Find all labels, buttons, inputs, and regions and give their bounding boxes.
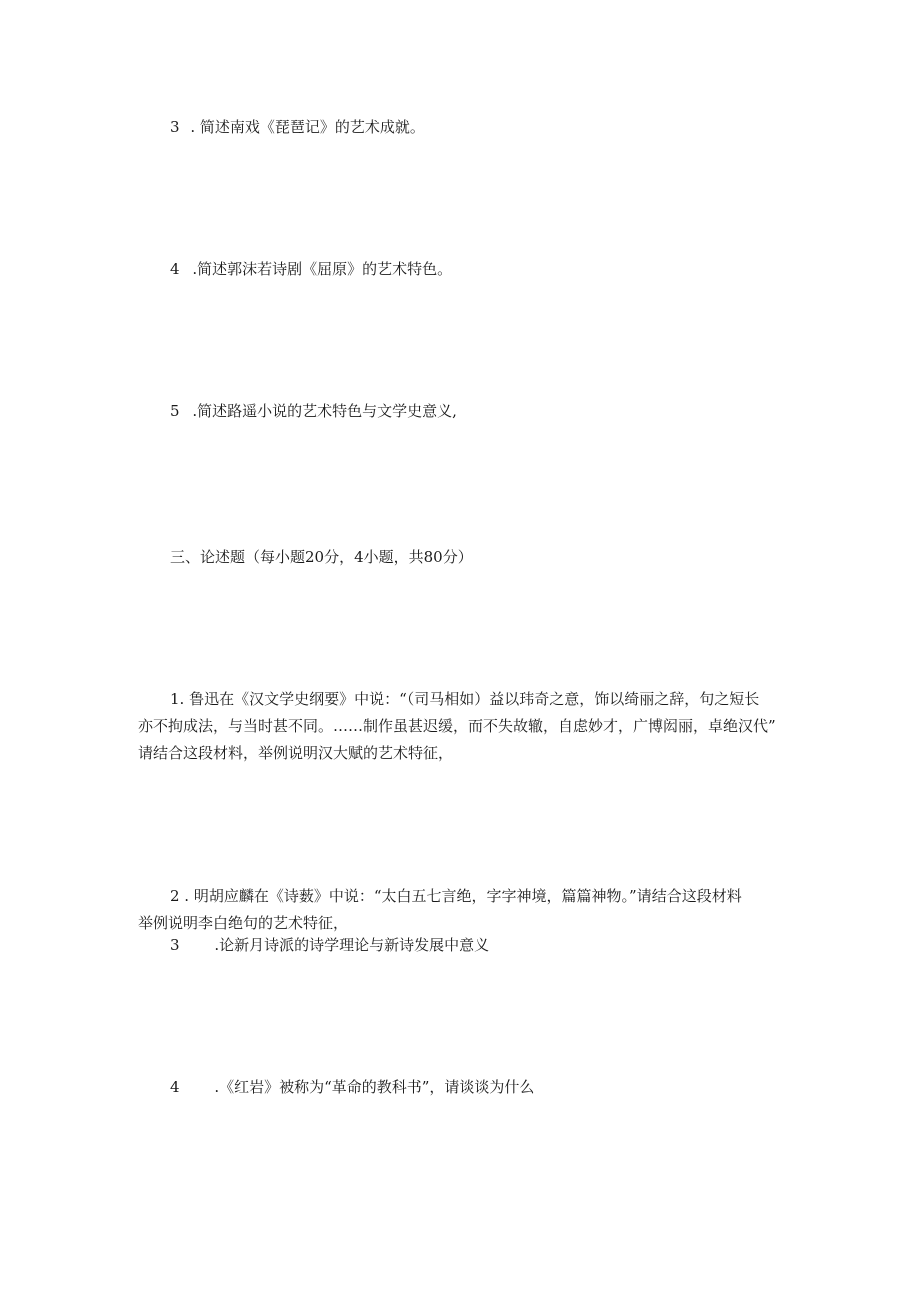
essay-line: 亦不拘成法，与当时甚不同。……制作虽甚迟缓，而不失故辙，自虑妙才，广博闳丽，卓绝汉代” <box>138 717 776 735</box>
essay-question-4 <box>170 1077 534 1097</box>
essay-line: 请结合这段材料，举例说明汉大赋的艺术特征， <box>138 744 454 762</box>
essay-line: 举例说明李白绝句的艺术特征， <box>138 914 349 932</box>
question-text: .《红岩》被称为“革命的教科书”，请谈谈为什么 <box>214 1078 535 1096</box>
essay-question-1 <box>138 686 788 767</box>
question-number: 3 <box>170 936 180 954</box>
question-5 <box>170 401 457 421</box>
question-number: 3 <box>170 118 180 136</box>
essay-question-2 <box>138 883 788 937</box>
question-text: .简述路遥小说的艺术特色与文学史意义, <box>192 402 457 420</box>
essay-line: 2 . 明胡应麟在《诗薮》中说：“太白五七言绝，字字神境，篇篇神物。”请结合这段材料 <box>170 887 742 905</box>
question-text: .简述郭沫若诗剧《屈原》的艺术特色。 <box>192 260 453 278</box>
question-text: . 简述南戏《琵琶记》的艺术成就。 <box>190 118 425 136</box>
question-number: 4 <box>170 1078 180 1096</box>
question-4 <box>170 259 452 279</box>
essay-question-3 <box>170 935 489 955</box>
question-number: 5 <box>170 402 180 420</box>
question-number: 4 <box>170 260 180 278</box>
essay-line: 1. 鲁迅在《汉文学史纲要》中说：“（司马相如）益以玮奇之意，饰以绮丽之辞，句之短长 <box>170 690 760 708</box>
question-text: .论新月诗派的诗学理论与新诗发展中意义 <box>214 936 490 954</box>
question-3 <box>170 117 425 137</box>
section-heading: 三、论述题（每小题20分，4小题，共80分） <box>170 548 473 566</box>
